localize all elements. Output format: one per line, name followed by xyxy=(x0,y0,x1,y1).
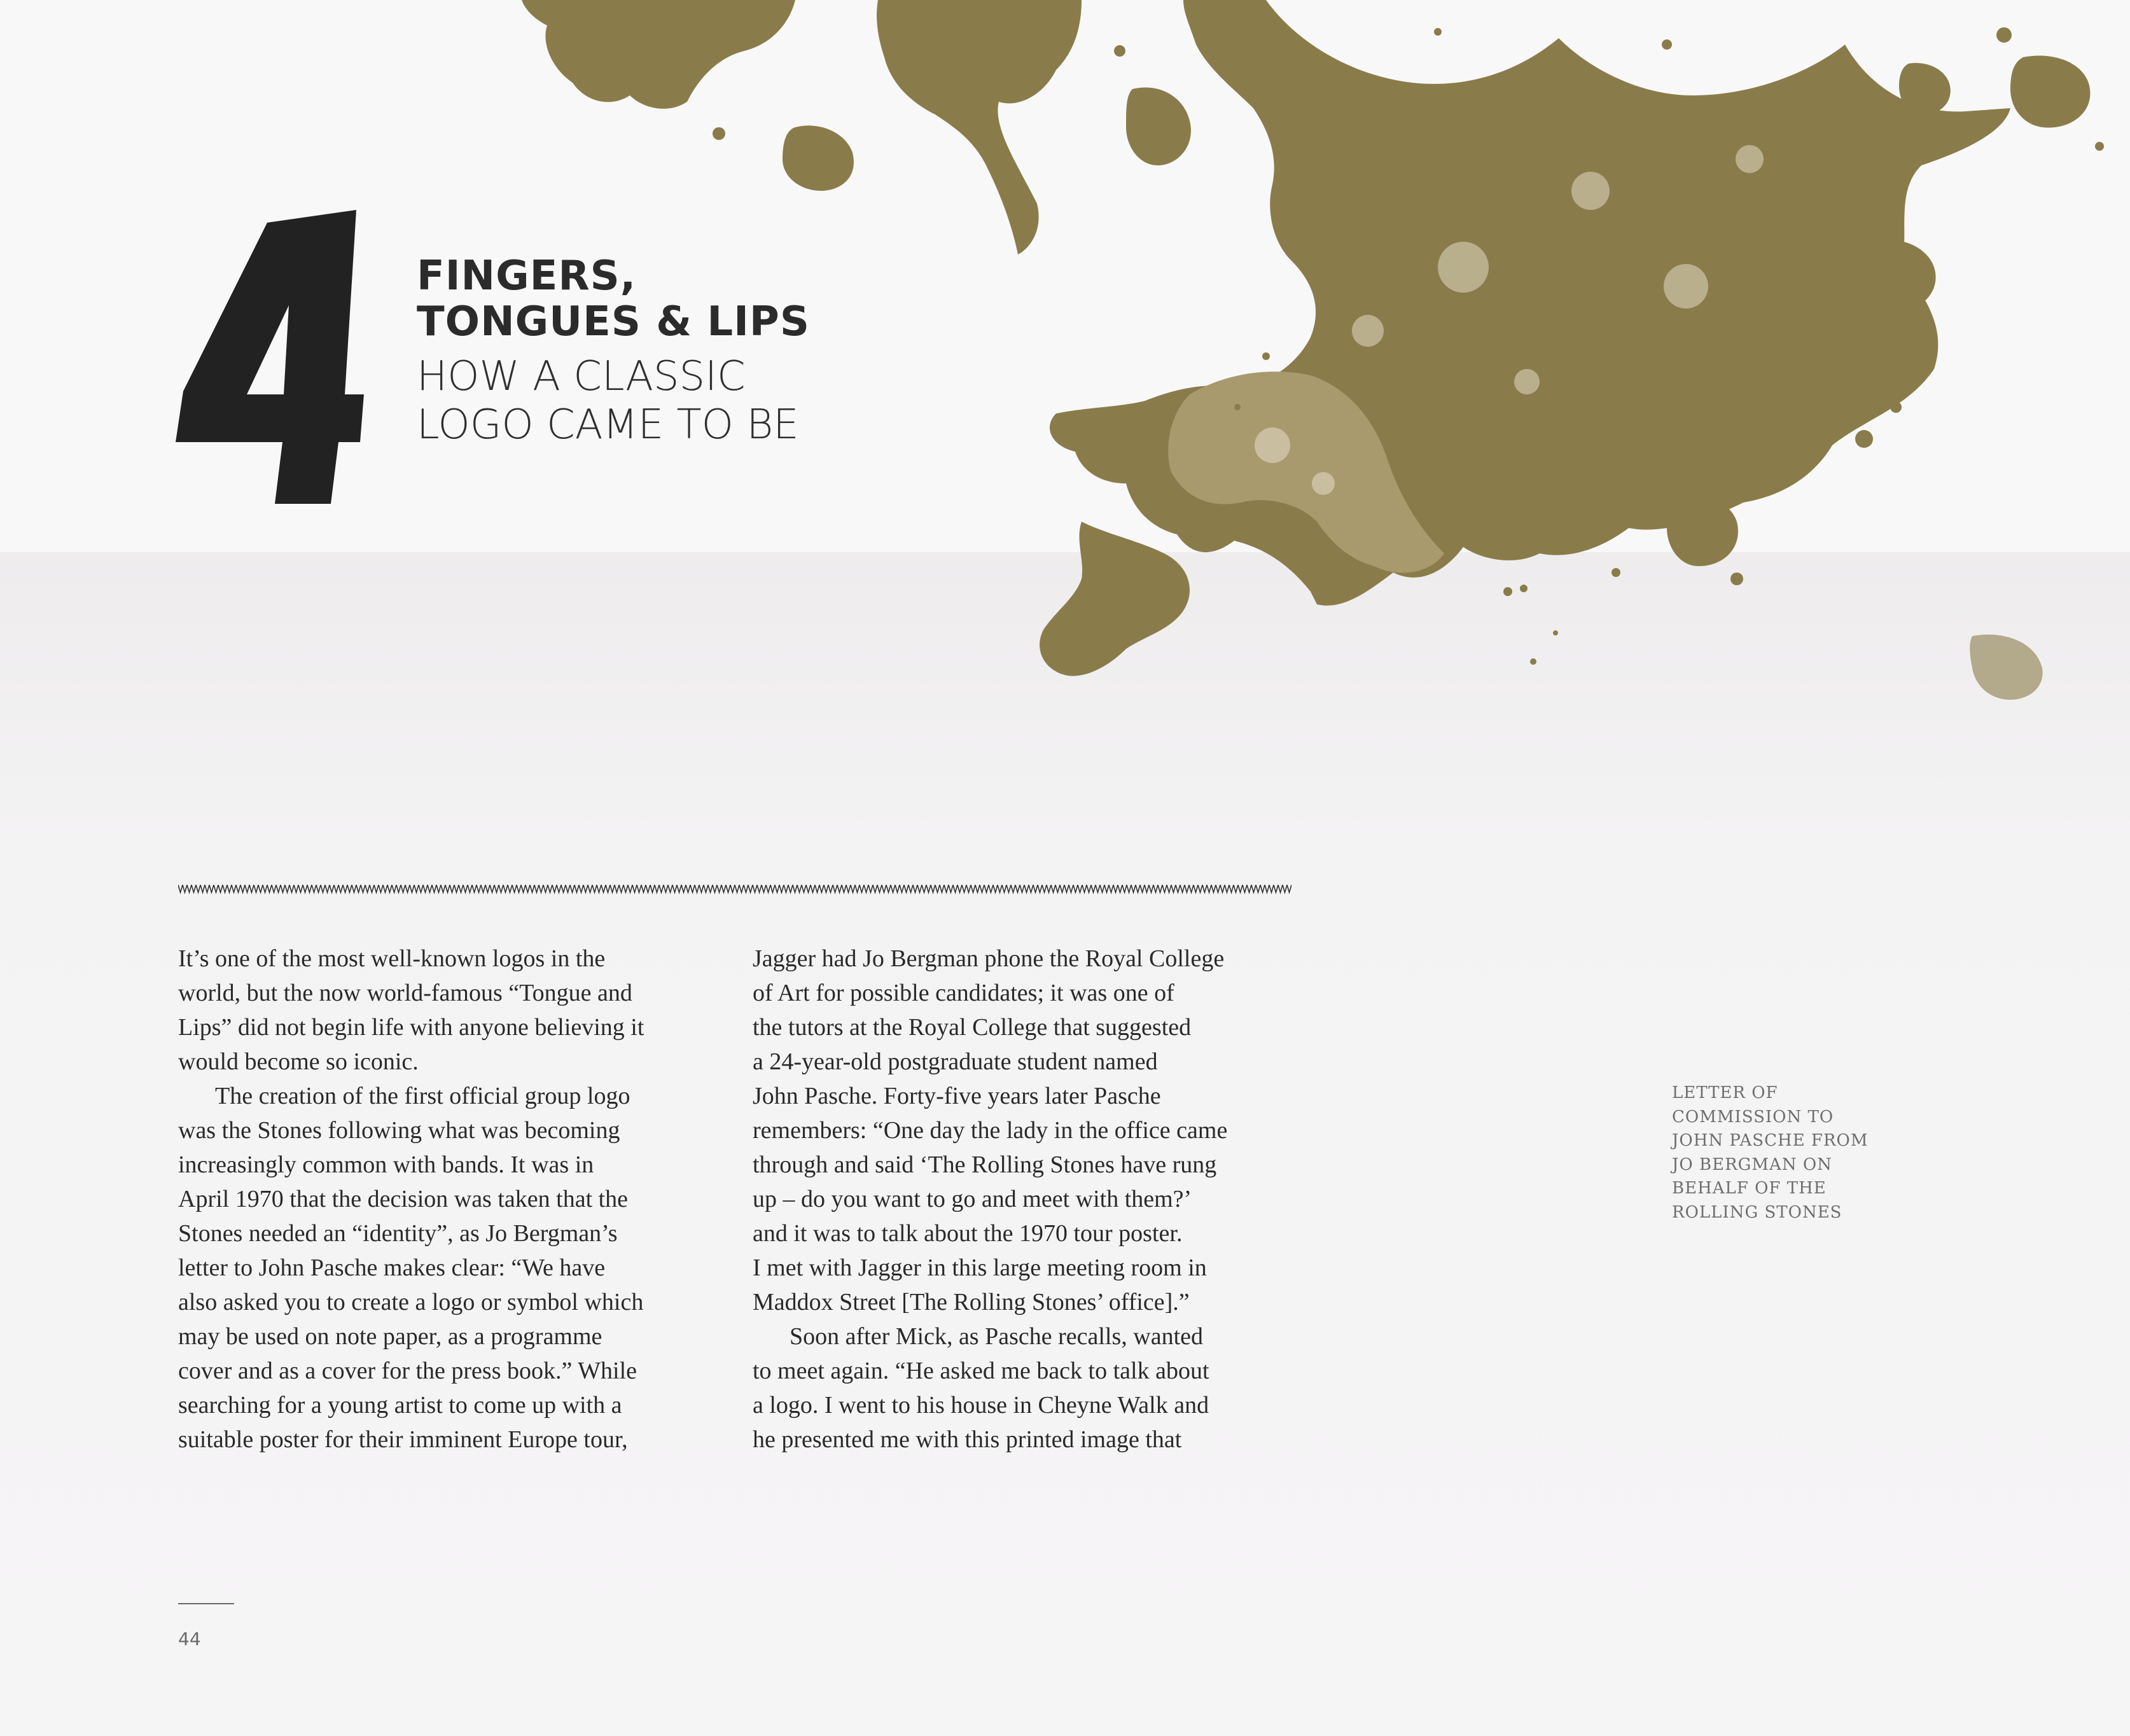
body-line: increasingly common with bands. It was in xyxy=(178,1151,594,1178)
body-line: was the Stones following what was becoming xyxy=(178,1117,620,1144)
body-text-right-column xyxy=(753,941,1300,1457)
body-line: letter to John Pasche makes clear: “We have xyxy=(178,1254,606,1281)
body-line: of Art for possible candidates; it was one of xyxy=(753,980,1174,1006)
chapter-subtitle-line-1: HOW A CLASSIC xyxy=(417,353,746,400)
body-line: up – do you want to go and meet with them?’ xyxy=(753,1186,1192,1212)
body-line: a 24-year-old postgraduate student named xyxy=(753,1048,1158,1075)
body-line: he presented me with this printed image that xyxy=(753,1426,1182,1453)
body-text-left-column xyxy=(178,941,725,1457)
body-line: Maddox Street [The Rolling Stones’ office].” xyxy=(753,1289,1190,1316)
caption-line: COMMISSION TO xyxy=(1672,1107,1834,1127)
caption-line: JO BERGMAN ON xyxy=(1672,1155,1832,1174)
chapter-number xyxy=(172,210,375,528)
body-line: may be used on note paper, as a programme xyxy=(178,1323,602,1350)
body-line: searching for a young artist to come up with a xyxy=(178,1392,622,1419)
body-line: The creation of the first official group logo xyxy=(215,1083,630,1109)
chapter-title-block xyxy=(417,253,862,449)
body-line: cover and as a cover for the press book.” While xyxy=(178,1358,637,1384)
chapter-title-line-2: TONGUES & LIPS xyxy=(417,298,810,345)
zigzag-divider xyxy=(178,881,1291,896)
chapter-title-line-1: FINGERS, xyxy=(417,253,637,300)
caption-line: JOHN PASCHE FROM xyxy=(1672,1131,1869,1150)
body-line: through and said ‘The Rolling Stones have rung xyxy=(753,1151,1217,1178)
page-number: 44 xyxy=(178,1628,201,1649)
body-line: remembers: “One day the lady in the office came xyxy=(753,1117,1228,1144)
body-line: John Pasche. Forty-five years later Pasche xyxy=(753,1083,1161,1109)
chapter-subtitle-line-2: LOGO CAME TO BE xyxy=(417,401,799,448)
body-line: world, but the now world-famous “Tongue and xyxy=(178,980,632,1006)
body-line: April 1970 that the decision was taken that the xyxy=(178,1186,629,1212)
body-line: would become so iconic. xyxy=(178,1048,419,1075)
body-line: It’s one of the most well-known logos in the xyxy=(178,945,606,972)
body-line: Lips” did not begin life with anyone believing it xyxy=(178,1014,644,1041)
body-line: Jagger had Jo Bergman phone the Royal College xyxy=(753,945,1225,972)
body-line: Stones needed an “identity”, as Jo Bergman’s xyxy=(178,1220,618,1247)
caption-line: ROLLING STONES xyxy=(1672,1202,1842,1222)
folio-rule xyxy=(178,1603,234,1604)
body-line: I met with Jagger in this large meeting room in xyxy=(753,1254,1207,1281)
image-caption xyxy=(1672,1081,1882,1225)
body-line: a logo. I went to his house in Cheyne Walk and xyxy=(753,1392,1209,1419)
body-line: the tutors at the Royal College that suggested xyxy=(753,1014,1192,1041)
body-line: suitable poster for their imminent Europe tour, xyxy=(178,1426,628,1453)
body-line: Soon after Mick, as Pasche recalls, wanted xyxy=(790,1323,1204,1350)
body-line: also asked you to create a logo or symbol which xyxy=(178,1289,644,1316)
body-line: to meet again. “He asked me back to talk about xyxy=(753,1358,1209,1384)
caption-line: BEHALF OF THE xyxy=(1672,1179,1827,1198)
body-line: and it was to talk about the 1970 tour poster. xyxy=(753,1220,1183,1247)
caption-line: LETTER OF xyxy=(1672,1083,1778,1102)
